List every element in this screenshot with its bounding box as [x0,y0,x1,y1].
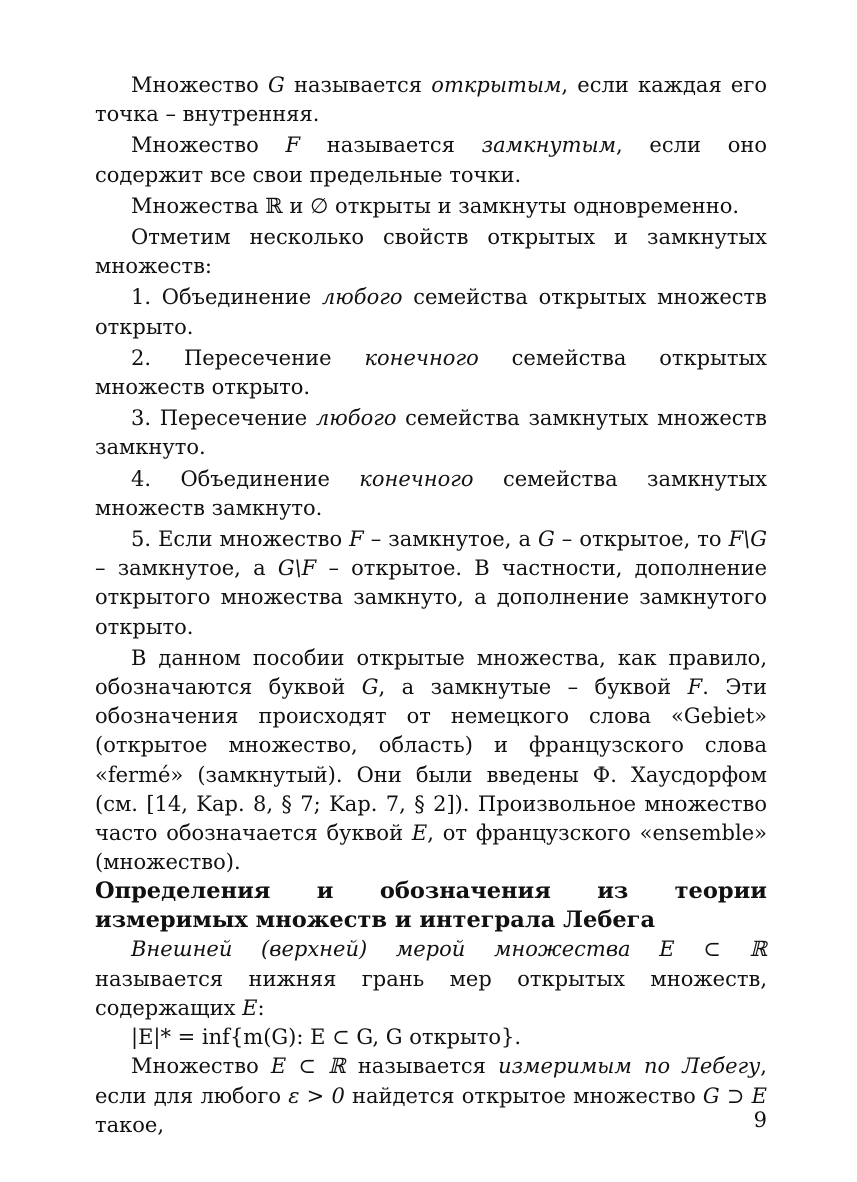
text: , если каждая его точка – внутренняя. [95,73,767,127]
math-variable: ε > 0 [288,1083,345,1108]
math-variable: E [411,821,428,846]
property-2 [95,344,767,402]
math-variable: F\G [728,527,767,552]
text: – открытое. В частности, дополнение открытого множества замкнуто, а дополнение замкнутого открыто. [95,556,767,639]
page-number: 9 [753,1108,767,1132]
paragraph-notation-origin [95,644,767,878]
paragraph-lebesgue-measurable [95,1052,767,1140]
text: называется [284,73,432,97]
paragraph-closed-set-definition [95,131,767,189]
paragraph-properties-intro: Отметим несколько свойств открытых и замкнутых множеств: [95,225,767,279]
text: называется нижняя грань мер открытых множеств, содержащих [95,966,767,1020]
text: 4. Объединение [131,466,360,491]
property-5 [95,525,767,642]
emphasized-term: измеримым по Лебегу [498,1054,761,1079]
text: 5. Если множество [131,527,350,552]
property-4 [95,465,767,523]
text: называется [300,133,482,158]
math-variable: F [285,133,301,158]
property-1 [95,283,767,341]
emphasized-term: любого [321,285,403,310]
text: семейства замкнутых множеств замкнуто. [95,406,767,460]
math-variable: E ⊂ ℝ [630,937,767,962]
text: – замкнутое, а [363,527,538,552]
text: такое, [95,1112,165,1137]
emphasized-term: конечного [364,345,479,370]
text: , а замкнутые – буквой [378,675,688,700]
text: , от французского «ensemble» (множество). [95,821,767,875]
outer-measure-formula: |E|* = inf{m(G): E ⊂ G, G открыто}. [131,1025,522,1050]
paragraph-outer-measure [95,935,767,1023]
text: – открытое, то [554,527,729,552]
math-variable: G [538,527,555,552]
text: , если оно содержит все свои предельные точки. [95,133,767,187]
text: 3. Пересечение [131,406,316,431]
math-variable: F [349,527,364,552]
text: называется [345,1054,499,1079]
text: Множество [131,1054,271,1079]
text: В данном пособии открытые множества, как правило, обозначаются буквой [95,645,767,700]
emphasized-term: конечного [359,466,474,491]
section-heading: Определения и обозначения из теории измеримых множеств и интеграла Лебега [95,878,767,934]
math-variable: E [242,995,258,1020]
emphasized-term: любого [315,406,397,431]
text: . Эти обозначения происходят от немецкого слова «Gebiet» (открытое множество, область) и французского слова «fermé» (замкнутый). Они были введены Ф. Хаусдорфом (см. [14, Kap. 8, § 7; Kap. 7, § 2]). Произвольное множество часто обозначается буквой [95,675,767,846]
text: : [257,995,265,1020]
text: найдется открытое множество [344,1083,703,1108]
text: Множество [131,73,268,97]
text: – замкнутое, а [95,556,278,581]
emphasized-term: Внешней (верхней) мерой множества [131,937,631,962]
emphasized-term: открытым [431,73,562,97]
text: семейства замкнутых множеств замкнуто. [95,466,768,520]
math-variable: G [267,73,285,97]
text: семейства открытых множеств открыто. [95,285,767,339]
paragraph-r-and-empty: Множества ℝ и ∅ открыты и замкнуты одновременно. [131,193,740,218]
paragraph-open-set-definition [95,71,767,129]
math-variable: F [687,675,703,700]
text: Множество [131,133,286,158]
math-variable: G\F [277,556,317,581]
math-variable: E ⊂ ℝ [270,1054,346,1079]
text: семейства открытых множеств открыто. [95,345,767,400]
property-3 [95,404,767,462]
text: 1. Объединение [131,285,322,310]
math-variable: G [361,675,379,700]
math-variable: G ⊃ E [702,1083,768,1108]
emphasized-term: замкнутым [481,133,617,158]
body-text [95,71,767,1140]
text: 2. Пересечение [131,345,365,370]
text: , если для любого [95,1054,767,1108]
